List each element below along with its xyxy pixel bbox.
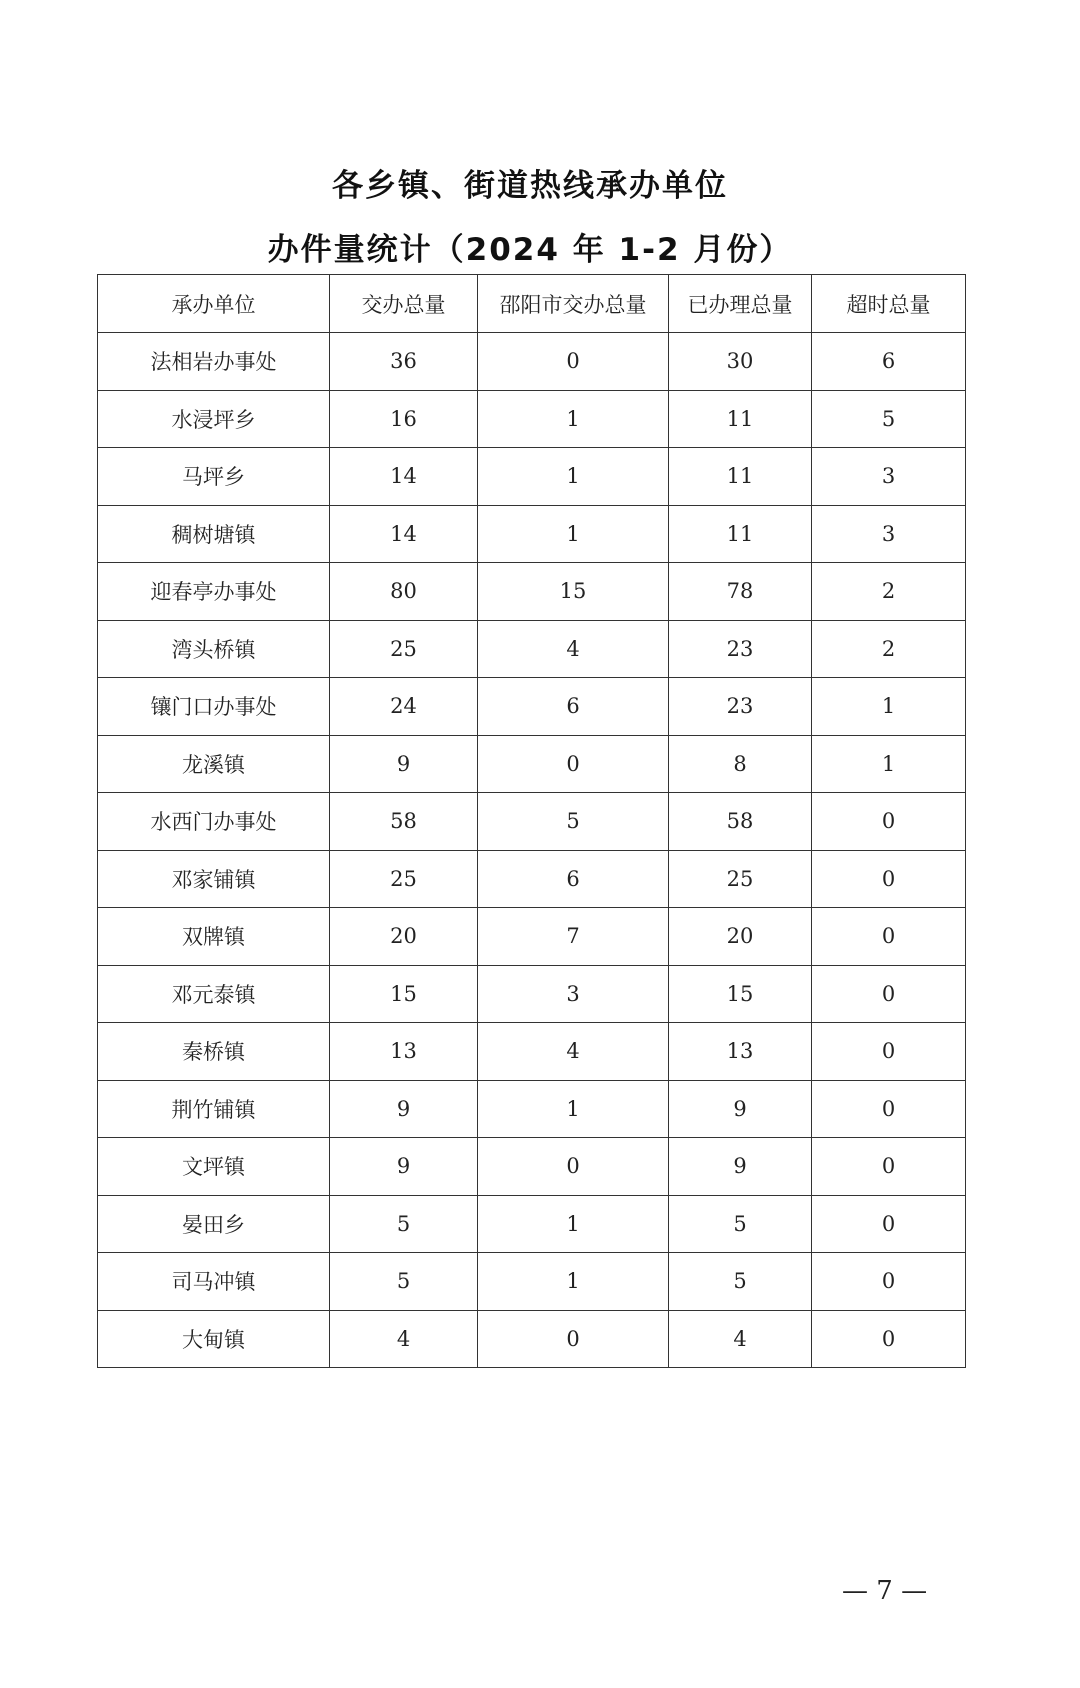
cell-handled-total: 11 [669, 505, 812, 563]
cell-unit: 司马冲镇 [98, 1253, 330, 1311]
cell-handled-total: 8 [669, 735, 812, 793]
cell-handled-total: 11 [669, 390, 812, 448]
cell-shaoyang-assigned-total: 4 [478, 1023, 669, 1081]
cell-overdue-total: 2 [812, 620, 966, 678]
table-row [98, 390, 966, 448]
header-handled-total: 已办理总量 [669, 275, 812, 333]
table-row [98, 850, 966, 908]
table-row [98, 1253, 966, 1311]
cell-assigned-total: 14 [330, 448, 478, 506]
cell-assigned-total: 9 [330, 1138, 478, 1196]
cell-shaoyang-assigned-total: 6 [478, 850, 669, 908]
table-row [98, 735, 966, 793]
cell-handled-total: 30 [669, 333, 812, 391]
cell-unit: 大甸镇 [98, 1310, 330, 1368]
cell-assigned-total: 24 [330, 678, 478, 736]
cell-overdue-total: 3 [812, 448, 966, 506]
cell-unit: 水西门办事处 [98, 793, 330, 851]
cell-overdue-total: 6 [812, 333, 966, 391]
cell-handled-total: 15 [669, 965, 812, 1023]
cell-shaoyang-assigned-total: 1 [478, 505, 669, 563]
cell-assigned-total: 13 [330, 1023, 478, 1081]
cell-unit: 晏田乡 [98, 1195, 330, 1253]
cell-overdue-total: 0 [812, 1195, 966, 1253]
table-row [98, 1195, 966, 1253]
cell-shaoyang-assigned-total: 1 [478, 448, 669, 506]
cell-unit: 马坪乡 [98, 448, 330, 506]
cell-shaoyang-assigned-total: 0 [478, 1310, 669, 1368]
cell-handled-total: 9 [669, 1080, 812, 1138]
cell-handled-total: 23 [669, 678, 812, 736]
cell-unit: 稠树塘镇 [98, 505, 330, 563]
cell-shaoyang-assigned-total: 1 [478, 1080, 669, 1138]
cell-unit: 荆竹铺镇 [98, 1080, 330, 1138]
cell-assigned-total: 58 [330, 793, 478, 851]
table-row [98, 563, 966, 621]
cell-assigned-total: 80 [330, 563, 478, 621]
cell-shaoyang-assigned-total: 15 [478, 563, 669, 621]
cell-shaoyang-assigned-total: 3 [478, 965, 669, 1023]
cell-shaoyang-assigned-total: 0 [478, 333, 669, 391]
cell-unit: 法相岩办事处 [98, 333, 330, 391]
cell-overdue-total: 0 [812, 1253, 966, 1311]
statistics-table [97, 274, 966, 1368]
cell-unit: 水浸坪乡 [98, 390, 330, 448]
header-shaoyang-assigned-total: 邵阳市交办总量 [478, 275, 669, 333]
cell-overdue-total: 0 [812, 1023, 966, 1081]
table-row [98, 505, 966, 563]
cell-assigned-total: 14 [330, 505, 478, 563]
cell-unit: 迎春亭办事处 [98, 563, 330, 621]
cell-assigned-total: 4 [330, 1310, 478, 1368]
cell-assigned-total: 5 [330, 1195, 478, 1253]
table-row [98, 1023, 966, 1081]
cell-overdue-total: 0 [812, 793, 966, 851]
cell-assigned-total: 5 [330, 1253, 478, 1311]
table-row [98, 965, 966, 1023]
cell-unit: 湾头桥镇 [98, 620, 330, 678]
table-row [98, 793, 966, 851]
cell-handled-total: 78 [669, 563, 812, 621]
cell-assigned-total: 36 [330, 333, 478, 391]
cell-unit: 秦桥镇 [98, 1023, 330, 1081]
cell-shaoyang-assigned-total: 1 [478, 1195, 669, 1253]
cell-handled-total: 20 [669, 908, 812, 966]
cell-assigned-total: 25 [330, 850, 478, 908]
cell-unit: 龙溪镇 [98, 735, 330, 793]
cell-handled-total: 5 [669, 1195, 812, 1253]
cell-shaoyang-assigned-total: 0 [478, 1138, 669, 1196]
cell-overdue-total: 1 [812, 678, 966, 736]
table-row [98, 1080, 966, 1138]
header-unit: 承办单位 [98, 275, 330, 333]
table-row [98, 1138, 966, 1196]
table-header-row [98, 275, 966, 333]
cell-overdue-total: 0 [812, 1310, 966, 1368]
cell-assigned-total: 9 [330, 735, 478, 793]
cell-overdue-total: 0 [812, 1080, 966, 1138]
cell-shaoyang-assigned-total: 1 [478, 1253, 669, 1311]
cell-overdue-total: 2 [812, 563, 966, 621]
cell-handled-total: 58 [669, 793, 812, 851]
table-row [98, 333, 966, 391]
cell-handled-total: 5 [669, 1253, 812, 1311]
cell-handled-total: 25 [669, 850, 812, 908]
header-overdue-total: 超时总量 [812, 275, 966, 333]
cell-assigned-total: 15 [330, 965, 478, 1023]
cell-overdue-total: 5 [812, 390, 966, 448]
cell-overdue-total: 0 [812, 850, 966, 908]
cell-assigned-total: 25 [330, 620, 478, 678]
page-number: — 7 — [842, 1576, 928, 1606]
cell-shaoyang-assigned-total: 6 [478, 678, 669, 736]
header-assigned-total: 交办总量 [330, 275, 478, 333]
cell-shaoyang-assigned-total: 5 [478, 793, 669, 851]
cell-unit: 邓家铺镇 [98, 850, 330, 908]
cell-overdue-total: 1 [812, 735, 966, 793]
cell-assigned-total: 20 [330, 908, 478, 966]
cell-shaoyang-assigned-total: 0 [478, 735, 669, 793]
cell-handled-total: 11 [669, 448, 812, 506]
cell-overdue-total: 0 [812, 908, 966, 966]
cell-overdue-total: 0 [812, 965, 966, 1023]
cell-shaoyang-assigned-total: 7 [478, 908, 669, 966]
document-title-line-1: 各乡镇、街道热线承办单位 [332, 168, 728, 204]
cell-handled-total: 13 [669, 1023, 812, 1081]
table-row [98, 678, 966, 736]
cell-handled-total: 9 [669, 1138, 812, 1196]
cell-overdue-total: 0 [812, 1138, 966, 1196]
table-row [98, 448, 966, 506]
cell-unit: 文坪镇 [98, 1138, 330, 1196]
table-row [98, 908, 966, 966]
cell-assigned-total: 9 [330, 1080, 478, 1138]
cell-unit: 双牌镇 [98, 908, 330, 966]
cell-handled-total: 4 [669, 1310, 812, 1368]
cell-unit: 镶门口办事处 [98, 678, 330, 736]
table-row [98, 1310, 966, 1368]
table-row [98, 620, 966, 678]
cell-unit: 邓元泰镇 [98, 965, 330, 1023]
cell-handled-total: 23 [669, 620, 812, 678]
cell-shaoyang-assigned-total: 1 [478, 390, 669, 448]
table-body [98, 333, 966, 1368]
cell-overdue-total: 3 [812, 505, 966, 563]
cell-assigned-total: 16 [330, 390, 478, 448]
cell-shaoyang-assigned-total: 4 [478, 620, 669, 678]
document-title-line-2: 办件量统计（2024 年 1-2 月份） [267, 232, 793, 268]
